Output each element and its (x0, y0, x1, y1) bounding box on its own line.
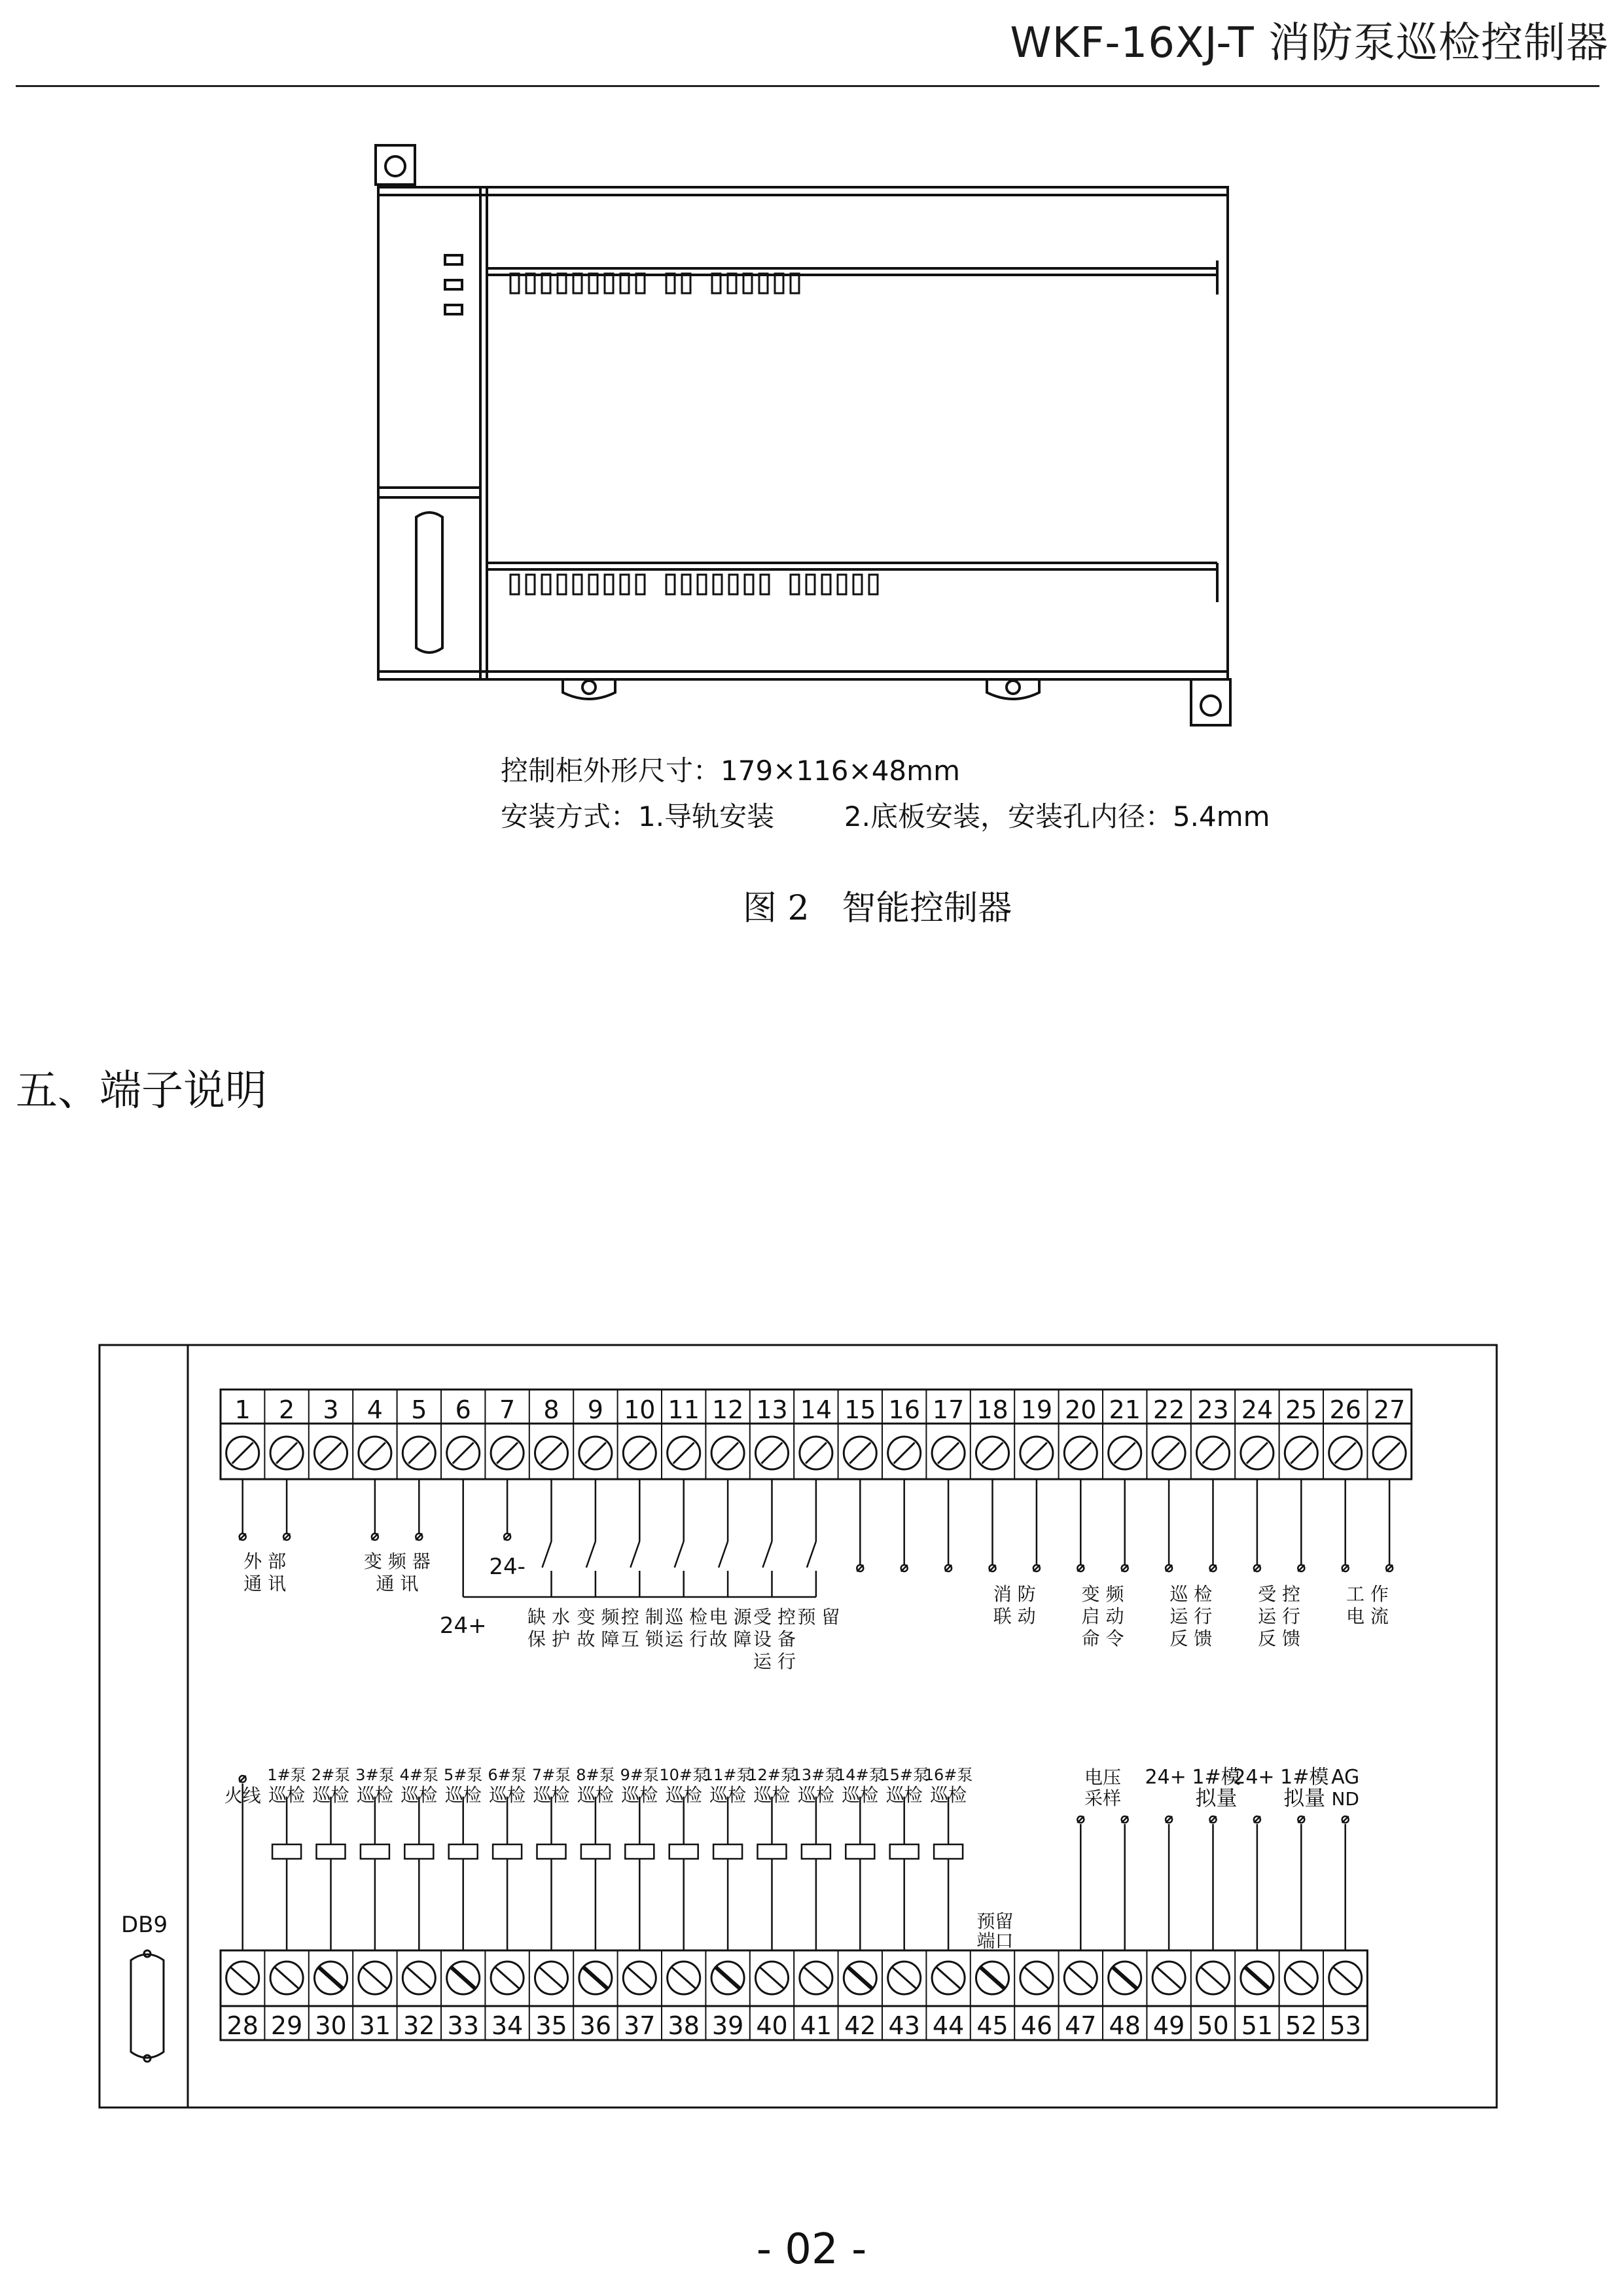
page-header-title: WKF-16XJ-T 消防泵巡检控制器 (1010, 19, 1609, 67)
pump-label: 巡检 (401, 1784, 438, 1806)
pump-label: 巡检 (444, 1784, 482, 1806)
terminal-label: 运 行 (1169, 1605, 1213, 1627)
terminal-label: 反 馈 (1169, 1628, 1213, 1649)
terminal-number: 15 (844, 1395, 876, 1424)
terminal-label: 运 行 (665, 1628, 708, 1650)
terminal-label: 变 频 (1081, 1583, 1124, 1605)
terminal-number: 39 (711, 2011, 744, 2040)
terminal-number: 11 (668, 1395, 700, 1424)
terminal-number: 47 (1065, 2011, 1097, 2040)
pump-label: 5#泵 (444, 1766, 483, 1784)
terminal-label: 巡 检 (665, 1606, 708, 1628)
pump-label: 4#泵 (399, 1766, 438, 1784)
terminal-number: 41 (800, 2011, 832, 2040)
terminal-label: 受 控 (1258, 1583, 1301, 1605)
db9-label: DB9 (121, 1912, 168, 1938)
figure-caption: 图 2 智能控制器 (743, 889, 1012, 928)
terminal-label: 端口 (976, 1930, 1014, 1952)
pump-label: 巡检 (709, 1784, 747, 1806)
pump-label: 巡检 (577, 1784, 614, 1806)
pump-label: 巡检 (533, 1784, 570, 1806)
pump-label: 巡检 (489, 1784, 526, 1806)
terminal-number: 2 (279, 1395, 295, 1424)
terminal-label: 消 防 (993, 1583, 1036, 1605)
pump-label: 巡检 (797, 1784, 834, 1806)
pump-label: 2#泵 (311, 1766, 351, 1784)
terminal-number: 25 (1285, 1395, 1317, 1424)
terminal-label: 采样 (1084, 1787, 1122, 1809)
pump-label: 12#泵 (747, 1766, 796, 1784)
terminal-number: 35 (535, 2011, 567, 2040)
terminal-number: 30 (315, 2011, 347, 2040)
terminal-label: 预 留 (797, 1606, 840, 1628)
terminal-number: 16 (888, 1395, 920, 1424)
terminal-number: 38 (668, 2011, 700, 2040)
terminal-number: 45 (976, 2011, 1008, 2040)
pump-label: 8#泵 (576, 1766, 615, 1784)
terminal-label: 预留 (976, 1910, 1014, 1932)
terminal-number: 42 (844, 2011, 876, 2040)
terminal-number: 24 (1241, 1395, 1274, 1424)
terminal-number: 53 (1329, 2011, 1361, 2040)
terminal-label: 运 行 (1258, 1605, 1301, 1627)
terminal-label: 故 障 (709, 1628, 752, 1650)
terminal-number: 50 (1197, 2011, 1229, 2040)
pump-label: 16#泵 (923, 1766, 973, 1784)
pump-label: 巡检 (930, 1784, 967, 1806)
terminal-number: 31 (359, 2011, 391, 2040)
terminal-number: 4 (366, 1395, 383, 1424)
terminal-number: 23 (1197, 1395, 1229, 1424)
terminal-number: 26 (1329, 1395, 1361, 1424)
terminal-label: 变 频 (577, 1606, 620, 1628)
terminal-label: 联 动 (993, 1605, 1036, 1627)
terminal-label: 火线 (224, 1785, 261, 1806)
terminal-number: 32 (403, 2011, 435, 2040)
terminal-number: 14 (800, 1395, 832, 1424)
terminal-number: 5 (411, 1395, 427, 1424)
terminal-number: 33 (447, 2011, 479, 2040)
terminal-label: 通 讯 (376, 1573, 419, 1594)
terminal-number: 28 (226, 2011, 259, 2040)
pump-label: 巡检 (268, 1784, 306, 1806)
terminal-label: 24+ (439, 1613, 487, 1639)
pump-label: 11#泵 (703, 1766, 753, 1784)
terminal-label: 24- (489, 1554, 526, 1580)
terminal-label: 运 行 (753, 1651, 796, 1672)
terminal-number: 6 (455, 1395, 471, 1424)
terminal-number: 46 (1020, 2011, 1053, 2040)
terminal-label: 电 源 (709, 1606, 752, 1628)
terminal-label: 故 障 (577, 1628, 620, 1650)
terminal-label: 通 讯 (243, 1573, 287, 1594)
pump-label: 7#泵 (531, 1766, 571, 1784)
terminal-number: 1 (234, 1395, 251, 1424)
analog-label: 拟量 (1195, 1785, 1238, 1810)
pump-label: 巡检 (842, 1784, 879, 1806)
terminal-label: 反 馈 (1258, 1628, 1301, 1649)
pump-label: 巡检 (621, 1784, 658, 1806)
terminal-label: 电 流 (1346, 1605, 1389, 1627)
top-screw-strip (221, 1424, 1412, 1479)
terminal-label: 启 动 (1081, 1605, 1124, 1627)
terminal-label: 受 控 (753, 1606, 796, 1628)
pump-label: 10#泵 (659, 1766, 709, 1784)
page-number: - 02 - (756, 2225, 867, 2274)
terminal-label: 巡 检 (1169, 1583, 1213, 1605)
terminal-number: 29 (270, 2011, 303, 2040)
pump-label: 1#泵 (267, 1766, 306, 1784)
terminal-number: 8 (543, 1395, 560, 1424)
db9-connector (131, 1954, 164, 2058)
terminal-number: 21 (1109, 1395, 1141, 1424)
terminal-number: 44 (932, 2011, 965, 2040)
terminal-number: 51 (1241, 2011, 1274, 2040)
terminal-number: 27 (1373, 1395, 1406, 1424)
terminal-number: 48 (1109, 2011, 1141, 2040)
terminal-number: 40 (756, 2011, 788, 2040)
analog-label: AG (1331, 1766, 1360, 1789)
terminal-label: 外 部 (243, 1551, 287, 1572)
terminal-label: 设 备 (753, 1628, 796, 1650)
terminal-number: 18 (976, 1395, 1008, 1424)
analog-label: 24+ (1233, 1766, 1275, 1789)
terminal-number: 49 (1152, 2011, 1185, 2040)
terminal-number: 19 (1020, 1395, 1053, 1424)
pump-label: 巡检 (885, 1784, 923, 1806)
section-title: 五、端子说明 (16, 1067, 267, 1115)
terminal-label: 缺 水 (527, 1606, 570, 1628)
terminal-number: 10 (624, 1395, 656, 1424)
terminal-label: 控 制 (620, 1606, 664, 1628)
terminal-number: 34 (491, 2011, 524, 2040)
terminal-number: 37 (624, 2011, 656, 2040)
pump-label: 14#泵 (835, 1766, 885, 1784)
analog-label: 24+ (1145, 1766, 1186, 1789)
terminal-number: 52 (1285, 2011, 1317, 2040)
analog-label: 1#模 (1280, 1766, 1329, 1789)
analog-label: ND (1331, 1788, 1359, 1810)
terminal-label: 电压 (1084, 1767, 1122, 1788)
terminal-label: 命 令 (1081, 1628, 1124, 1649)
terminal-label: 工 作 (1346, 1583, 1389, 1605)
terminal-label: 互 锁 (620, 1628, 664, 1650)
pump-label: 巡检 (665, 1784, 702, 1806)
pump-label: 15#泵 (880, 1766, 929, 1784)
analog-label: 1#模 (1192, 1766, 1241, 1789)
terminal-number: 43 (888, 2011, 920, 2040)
terminal-label: 保 护 (527, 1628, 570, 1650)
pump-label: 巡检 (753, 1784, 791, 1806)
analog-label: 拟量 (1283, 1785, 1326, 1810)
terminal-number: 17 (932, 1395, 965, 1424)
pump-label: 巡检 (356, 1784, 393, 1806)
terminal-label: 变 频 器 (363, 1551, 431, 1572)
terminal-number: 12 (711, 1395, 744, 1424)
pump-label: 巡检 (312, 1784, 349, 1806)
pump-label: 6#泵 (488, 1766, 527, 1784)
terminal-number: 9 (587, 1395, 603, 1424)
terminal-number: 22 (1152, 1395, 1185, 1424)
pump-label: 13#泵 (791, 1766, 841, 1784)
dimensions-mounting: 安装方式：1.导轨安装 2.底板安装，安装孔内径：5.4mm (501, 800, 1270, 833)
pump-label: 3#泵 (355, 1766, 395, 1784)
terminal-number: 36 (579, 2011, 612, 2040)
terminal-number: 3 (323, 1395, 339, 1424)
terminal-number: 20 (1065, 1395, 1097, 1424)
terminal-number: 13 (756, 1395, 788, 1424)
pump-label: 9#泵 (620, 1766, 659, 1784)
terminal-number: 7 (499, 1395, 516, 1424)
dimensions-size: 控制柜外形尺寸：179×116×48mm (501, 755, 960, 787)
